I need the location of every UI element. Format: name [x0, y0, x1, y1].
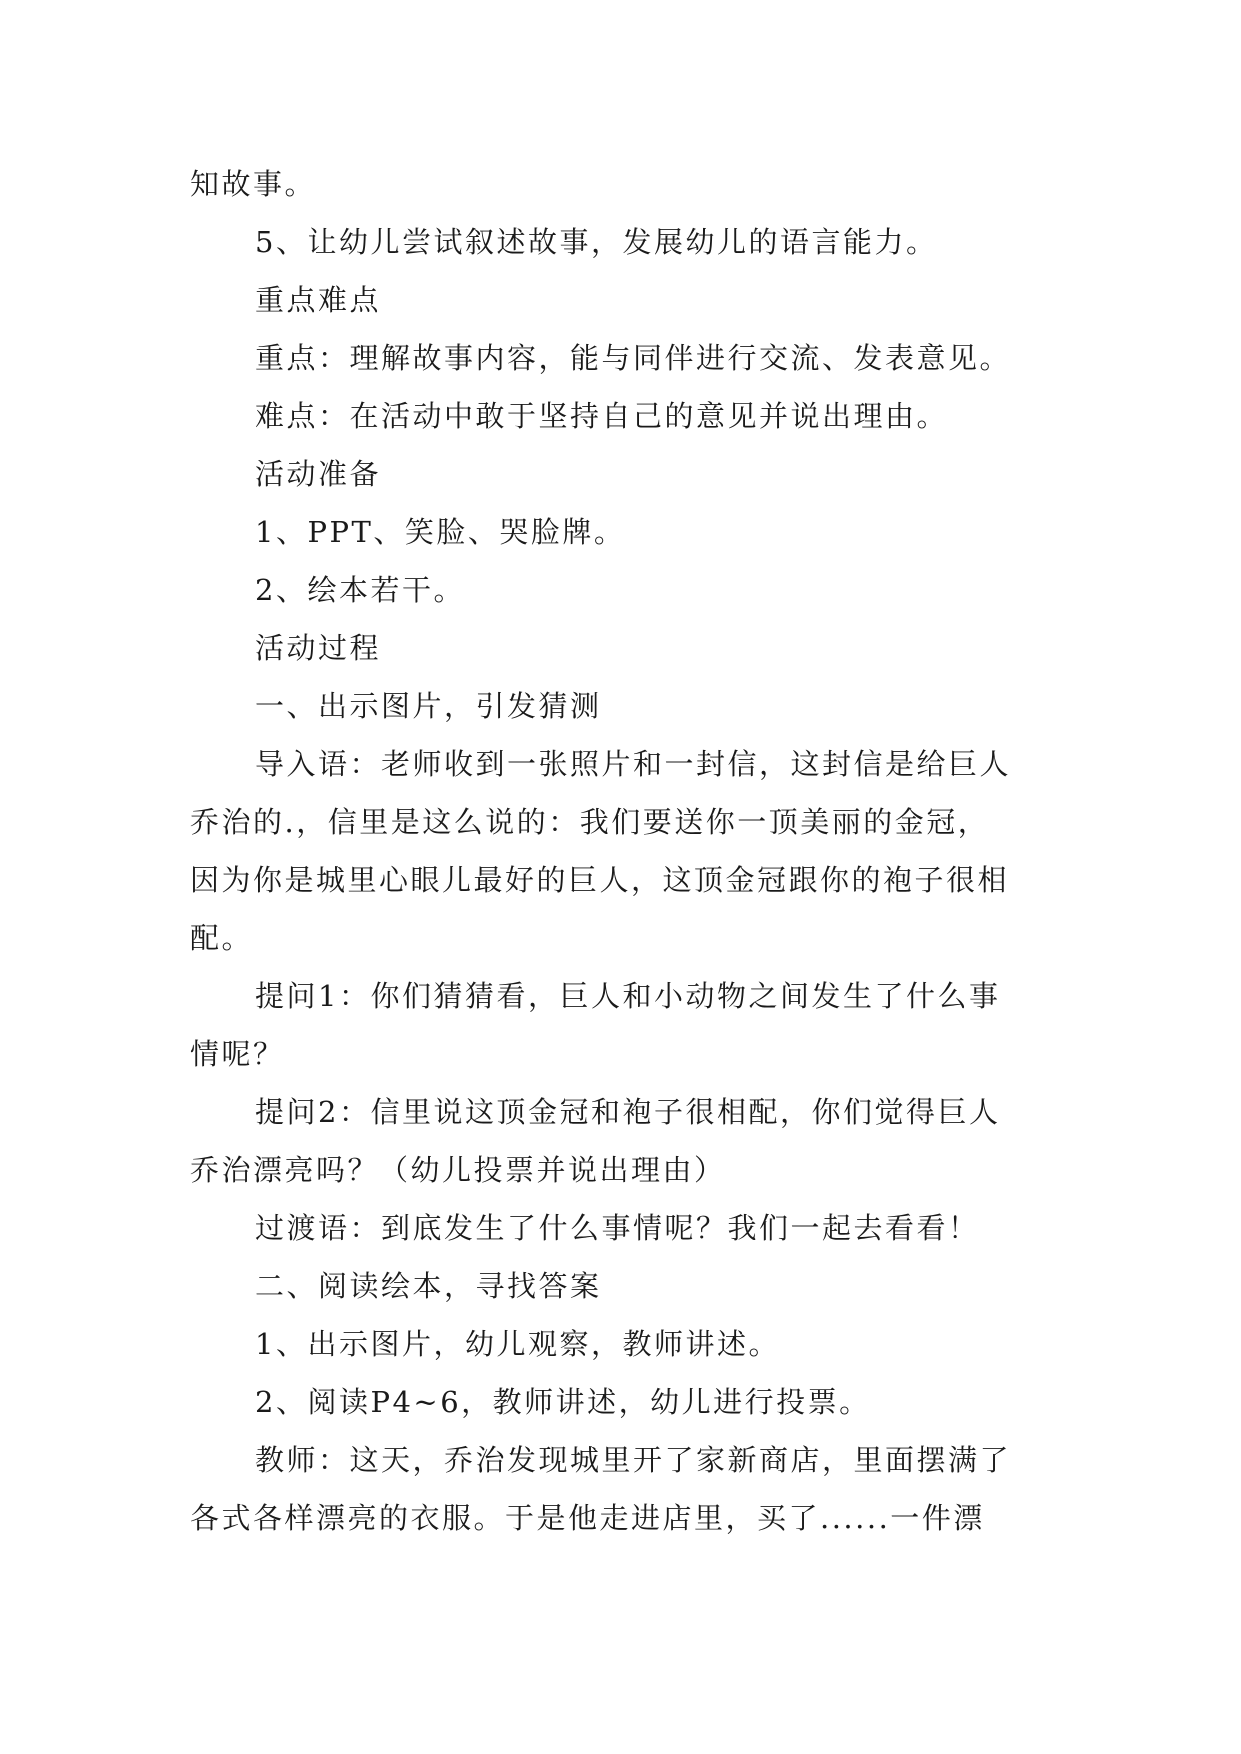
text-line-preparation-1: 1、PPT、笑脸、哭脸牌。 — [255, 515, 626, 549]
text-line-intro-4: 配。 — [190, 921, 254, 955]
section-heading-process: 活动过程 — [255, 631, 382, 665]
text-line-key-point: 重点：理解故事内容，能与同伴进行交流、发表意见。 — [255, 341, 1012, 375]
subheading-step-1: 一、出示图片，引发猜测 — [255, 689, 602, 723]
text-line-preparation-2: 2、绘本若干。 — [255, 573, 465, 607]
text-line-teacher-1: 教师：这天，乔治发现城里开了家新商店，里面摆满了 — [255, 1443, 1012, 1477]
section-heading-key-points: 重点难点 — [255, 283, 382, 317]
text-line-intro-2: 乔治的.，信里是这么说的：我们要送你一顶美丽的金冠， — [190, 805, 990, 839]
text-line-teacher-2: 各式各样漂亮的衣服。于是他走进店里，买了......一件漂 — [190, 1501, 985, 1535]
text-line-goal-5: 5、让幼儿尝试叙述故事，发展幼儿的语言能力。 — [255, 225, 938, 259]
section-heading-preparation: 活动准备 — [255, 457, 382, 491]
text-line-intro-1: 导入语：老师收到一张照片和一封信，这封信是给巨人 — [255, 747, 1012, 781]
text-line-question-2b: 乔治漂亮吗？（幼儿投票并说出理由） — [190, 1153, 726, 1187]
text-line-question-1a: 提问1：你们猜猜看，巨人和小动物之间发生了什么事 — [255, 979, 1001, 1013]
text-line-question-1b: 情呢？ — [190, 1037, 285, 1071]
text-line-step-2-1: 1、出示图片，幼儿观察，教师讲述。 — [255, 1327, 780, 1361]
text-line-story-end: 知故事。 — [190, 167, 317, 201]
text-line-intro-3: 因为你是城里心眼儿最好的巨人，这顶金冠跟你的袍子很相 — [190, 863, 1010, 897]
text-line-difficulty: 难点：在活动中敢于坚持自己的意见并说出理由。 — [255, 399, 949, 433]
text-line-step-2-2: 2、阅读P4~6，教师讲述，幼儿进行投票。 — [255, 1385, 871, 1419]
text-line-transition: 过渡语：到底发生了什么事情呢？我们一起去看看！ — [255, 1211, 980, 1245]
subheading-step-2: 二、阅读绘本，寻找答案 — [255, 1269, 602, 1303]
text-line-question-2a: 提问2：信里说这顶金冠和袍子很相配，你们觉得巨人 — [255, 1095, 1001, 1129]
